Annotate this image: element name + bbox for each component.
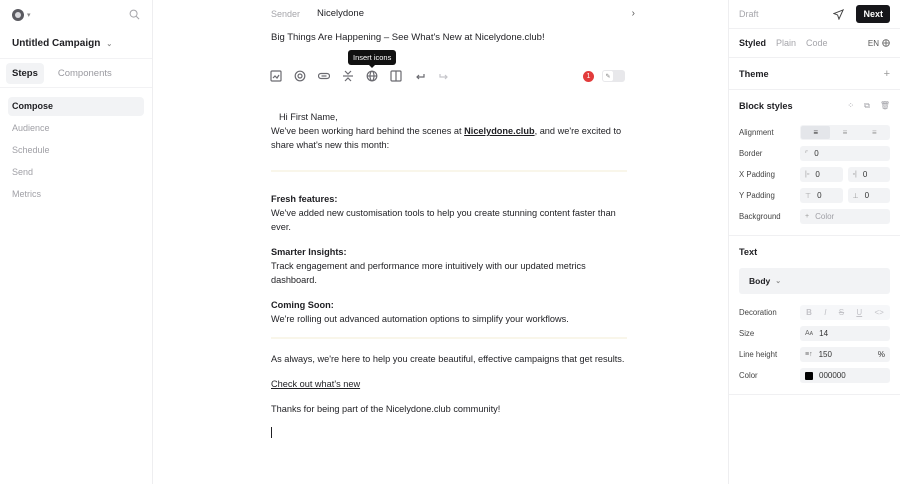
line-height-row [739, 344, 890, 365]
tab-plain[interactable]: Plain [776, 38, 797, 48]
padding-right-value: 0 [862, 170, 868, 179]
search-icon[interactable] [129, 9, 140, 20]
add-theme-icon[interactable]: + [883, 67, 890, 80]
border-label: Border [739, 149, 763, 158]
image-icon[interactable] [269, 69, 283, 83]
copy-icon[interactable]: ⧉ [864, 101, 870, 110]
feature-block [271, 245, 627, 287]
intro-text: We've been working hard behind the scenes at [271, 126, 465, 136]
campaign-name: Untitled Campaign [12, 38, 101, 49]
code-icon[interactable]: <> [874, 308, 884, 317]
block-styles-title: Block styles [739, 101, 793, 111]
redo-icon[interactable] [437, 69, 451, 83]
status-label: Draft [739, 9, 759, 19]
notification-badge[interactable]: 1 [583, 71, 594, 82]
line-height-input[interactable] [800, 347, 890, 362]
line-height-label: Line height [739, 350, 778, 359]
feature-block [271, 298, 627, 326]
strikethrough-icon[interactable]: S [838, 308, 845, 317]
feature-title: Coming Soon: [271, 300, 334, 310]
send-test-icon[interactable] [833, 9, 844, 20]
padding-left-value: 0 [815, 170, 820, 179]
grid-icon[interactable]: ⁘ [847, 101, 855, 110]
size-row [739, 323, 890, 344]
color-swatch[interactable] [805, 372, 813, 380]
decoration-control [800, 305, 890, 320]
sender-value[interactable]: Nicelydone [317, 8, 364, 19]
text-color-input[interactable] [800, 368, 890, 383]
background-row [739, 206, 890, 227]
step-metrics[interactable]: Metrics [12, 189, 41, 199]
block-styles-section [729, 90, 900, 236]
next-button[interactable]: Next [856, 5, 890, 23]
feature-title: Fresh features: [271, 194, 338, 204]
padding-bottom-input[interactable] [848, 188, 891, 203]
feature-text: We're rolling out advanced automation options to simplify your workflows. [271, 314, 569, 324]
theme-label: Theme [739, 68, 769, 79]
border-input[interactable] [800, 146, 890, 161]
x-padding-row [739, 164, 890, 185]
campaign-name-dropdown[interactable] [0, 29, 152, 58]
line-height-icon: ≡↑ [805, 351, 813, 358]
undo-icon[interactable] [413, 69, 427, 83]
y-padding-row [739, 185, 890, 206]
columns-icon[interactable] [389, 69, 403, 83]
alignment-row [739, 122, 890, 143]
chevron-down-icon: ⌄ [775, 278, 782, 285]
sender-row[interactable] [271, 8, 635, 19]
text-color-value: 000000 [819, 371, 846, 380]
view-tabs [729, 29, 900, 58]
padding-right-input[interactable] [848, 167, 891, 182]
tooltip: Insert icons [348, 50, 396, 65]
decoration-label: Decoration [739, 308, 777, 317]
background-placeholder: Color [815, 212, 835, 221]
globe-icon[interactable] [365, 69, 379, 83]
background-color-input[interactable] [800, 209, 890, 224]
intro-text-end: , and we're excited to share what's new this month: [271, 126, 622, 150]
padding-top-icon: ⊤ [805, 192, 812, 200]
editor-toolbar [269, 69, 451, 83]
language-selector[interactable] [868, 39, 890, 48]
alignment-label: Alignment [739, 128, 774, 137]
feature-block [271, 192, 627, 234]
size-label: Size [739, 329, 755, 338]
background-label: Background [739, 212, 781, 221]
app-logo-icon [12, 9, 24, 21]
pencil-icon: ✎ [603, 71, 613, 81]
border-icon: ⌜ [805, 150, 809, 158]
color-label: Color [739, 371, 758, 380]
padding-left-input[interactable] [800, 167, 843, 182]
chevron-down-icon: ▾ [27, 11, 31, 19]
properties-panel [728, 0, 900, 484]
sidebar-tabs [0, 58, 152, 88]
feature-text: We've added new customisation tools to help you create stunning content faster than ever. [271, 208, 616, 232]
padding-bottom-value: 0 [864, 191, 870, 200]
chevron-right-icon[interactable]: › [631, 8, 635, 19]
tab-components[interactable]: Components [57, 67, 112, 79]
cta-link[interactable]: Check out what's new [271, 379, 361, 389]
align-left-icon[interactable]: ≡ [801, 126, 830, 139]
line-height-unit: % [877, 350, 885, 359]
step-send[interactable]: Send [12, 167, 34, 177]
align-right-icon[interactable]: ≡ [871, 128, 877, 137]
padding-top-value: 0 [817, 191, 822, 200]
theme-section [729, 58, 900, 90]
step-schedule[interactable]: Schedule [12, 145, 50, 155]
font-size-value: 14 [819, 329, 829, 338]
text-style-select[interactable] [739, 268, 890, 294]
steps-list [0, 88, 152, 213]
panel-header [729, 0, 900, 29]
left-sidebar [0, 0, 153, 484]
edit-mode-toggle[interactable] [602, 70, 625, 82]
tab-steps[interactable]: Steps [6, 63, 44, 84]
text-style-value: Body [749, 276, 771, 286]
alignment-control [800, 125, 890, 140]
step-audience[interactable]: Audience [12, 123, 50, 133]
line-height-value: 150 [818, 350, 832, 359]
sender-label: Sender [271, 8, 301, 19]
mention-icon[interactable] [293, 69, 307, 83]
feature-title: Smarter Insights: [271, 247, 347, 257]
tab-styled[interactable]: Styled [739, 38, 767, 48]
chevron-down-icon: ⌄ [106, 40, 113, 48]
closing-paragraph: As always, we're here to help you create beautiful, effective campaigns that get results. [271, 354, 625, 364]
padding-bottom-icon: ⊥ [852, 192, 859, 200]
sidebar-header [0, 0, 152, 29]
font-size-icon: Aᴀ [805, 330, 814, 337]
italic-icon[interactable]: I [824, 308, 827, 317]
border-value: 0 [814, 149, 819, 158]
border-row [739, 143, 890, 164]
thanks-paragraph: Thanks for being part of the Nicelydone.club community! [271, 404, 501, 414]
padding-top-input[interactable] [800, 188, 843, 203]
spacer-icon[interactable] [341, 69, 355, 83]
email-body[interactable] [271, 110, 627, 438]
padding-right-icon: ▫| [852, 171, 857, 178]
font-size-input[interactable] [800, 326, 890, 341]
bold-icon[interactable]: B [806, 308, 812, 317]
feature-text: Track engagement and performance more intuitively with our updated metrics dashboard. [271, 261, 586, 285]
padding-left-icon: |▫ [805, 171, 810, 178]
subject-line[interactable]: Big Things Are Happening – See What's New at Nicelydone.club! [271, 32, 545, 43]
decoration-row [739, 302, 890, 323]
text-cursor [271, 427, 272, 438]
tab-code[interactable]: Code [806, 38, 828, 48]
language-code: EN [867, 38, 879, 48]
email-editor [153, 0, 728, 484]
intro-paragraph [271, 124, 627, 152]
button-icon[interactable] [317, 69, 331, 83]
text-section [729, 236, 900, 395]
text-title: Text [739, 247, 758, 257]
color-row [739, 365, 890, 386]
plus-icon: + [805, 213, 810, 220]
trash-icon[interactable]: 🗑︎ [879, 101, 890, 110]
y-padding-label: Y Padding [739, 191, 775, 200]
step-compose[interactable]: Compose [8, 97, 144, 116]
greeting: Hi First Name, [279, 112, 338, 122]
globe-icon [882, 39, 890, 47]
workspace-switcher[interactable] [12, 9, 31, 21]
site-link[interactable]: Nicelydone.club [464, 126, 535, 136]
align-center-icon[interactable]: ≡ [842, 128, 848, 137]
underline-icon[interactable]: U [856, 308, 863, 317]
x-padding-label: X Padding [739, 170, 775, 179]
